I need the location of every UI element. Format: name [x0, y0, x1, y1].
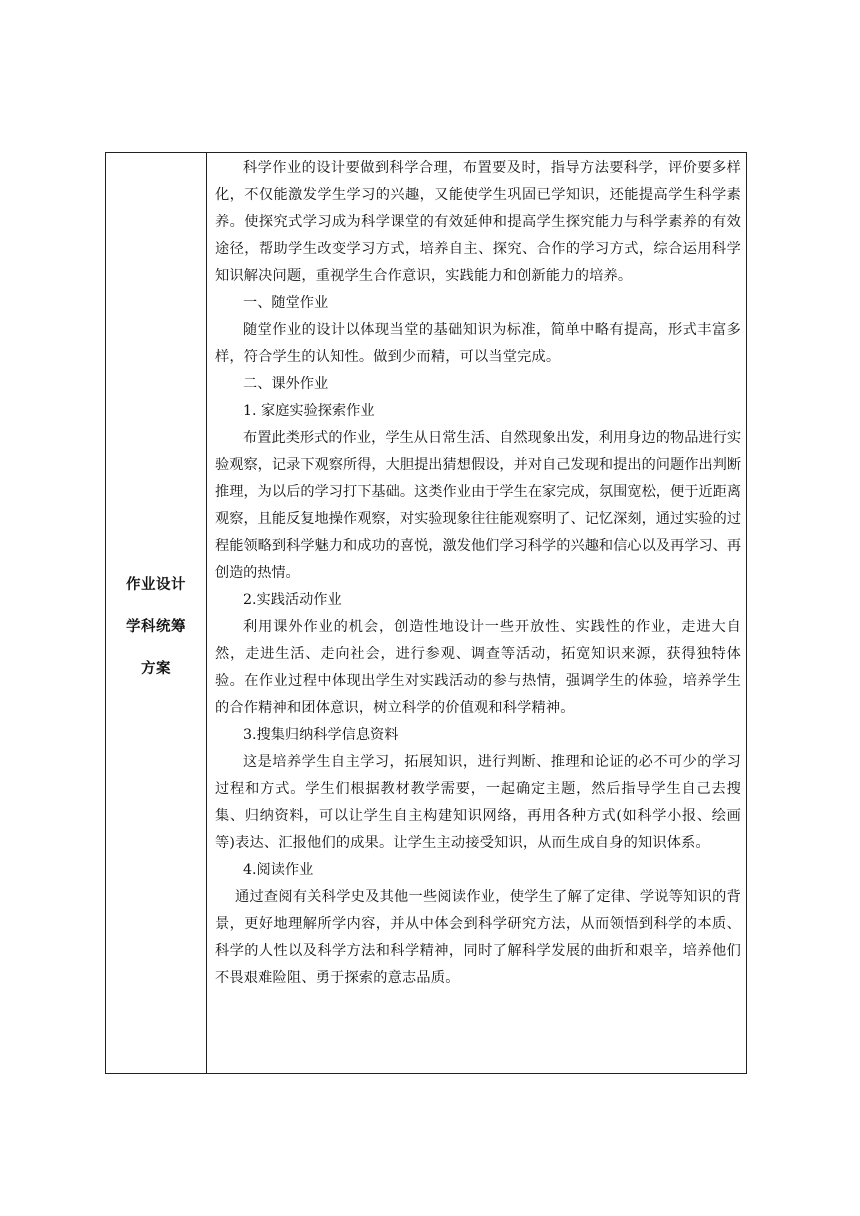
row-label-line-1: 作业设计	[126, 577, 186, 593]
row-label-line-3: 方案	[141, 661, 171, 677]
section-1-heading: 一、随堂作业	[243, 295, 329, 311]
row-label-line-2: 学科统筹	[126, 619, 186, 635]
content-cell	[207, 153, 746, 1073]
intro-paragraph: 科学作业的设计要做到科学合理，布置要及时，指导方法要科学，评价要多样化，不仅能激发学生学习的兴趣，又能使学生巩固已学知识，还能提高学生科学素养。使探究式学习成为科学课堂的有效延伸和提高学生探究能力与科学素养的有效途径，帮助学生改变学习方式，培养自主、探究、合作的学习方式，综合运用科学知识解决问题，重视学生合作意识，实践能力和创新能力的培养。	[215, 160, 741, 284]
item-3-heading: 3.搜集归纳科学信息资料	[243, 727, 399, 743]
plan-table	[105, 152, 747, 1074]
item-3-paragraph: 这是培养学生自主学习，拓展知识，进行判断、推理和论证的必不可少的学习过程和方式。学生们根据教材教学需要，一起确定主题，然后指导学生自己去搜集、归纳资料，可以让学生自主构建知识网络，再用各种方式(如科学小报、绘画等)表达、汇报他们的成果。让学生主动接受知识，从而生成自身的知识体系。	[215, 754, 741, 851]
item-1-heading: 1. 家庭实验探索作业	[243, 403, 375, 419]
item-2-heading: 2.实践活动作业	[243, 592, 342, 608]
section-1-paragraph: 随堂作业的设计以体现当堂的基础知识为标准，简单中略有提高，形式丰富多样，符合学生的认知性。做到少而精，可以当堂完成。	[215, 322, 741, 365]
section-2-heading: 二、课外作业	[243, 376, 329, 392]
item-1-paragraph: 布置此类形式的作业，学生从日常生活、自然现象出发，利用身边的物品进行实验观察，记录下观察所得，大胆提出猜想假设，并对自己发现和提出的问题作出判断推理，为以后的学习打下基础。这类作业由于学生在家完成，氛围宽松，便于近距离观察，且能反复地操作观察，对实验现象往往能观察明了、记忆深刻，通过实验的过程能领略到科学魅力和成功的喜悦，激发他们学习科学的兴趣和信心以及再学习、再创造的热情。	[215, 430, 741, 581]
row-label-cell	[106, 153, 207, 1073]
item-4-heading: 4.阅读作业	[243, 862, 314, 878]
item-2-paragraph: 利用课外作业的机会，创造性地设计一些开放性、实践性的作业，走进大自然，走进生活、走向社会，进行参观、调查等活动，拓宽知识来源，获得独特体验。在作业过程中体现出学生对实践活动的参与热情，强调学生的体验，培养学生的合作精神和团体意识，树立科学的价值观和科学精神。	[215, 619, 741, 716]
item-4-paragraph: 通过查阅有关科学史及其他一些阅读作业，使学生了解了定律、学说等知识的背景，更好地理解所学内容，并从中体会到科学研究方法，从而领悟到科学的本质、科学的人性以及科学方法和科学精神，同时了解科学发展的曲折和艰辛，培养他们不畏艰难险阻、勇于探索的意志品质。	[215, 889, 741, 986]
